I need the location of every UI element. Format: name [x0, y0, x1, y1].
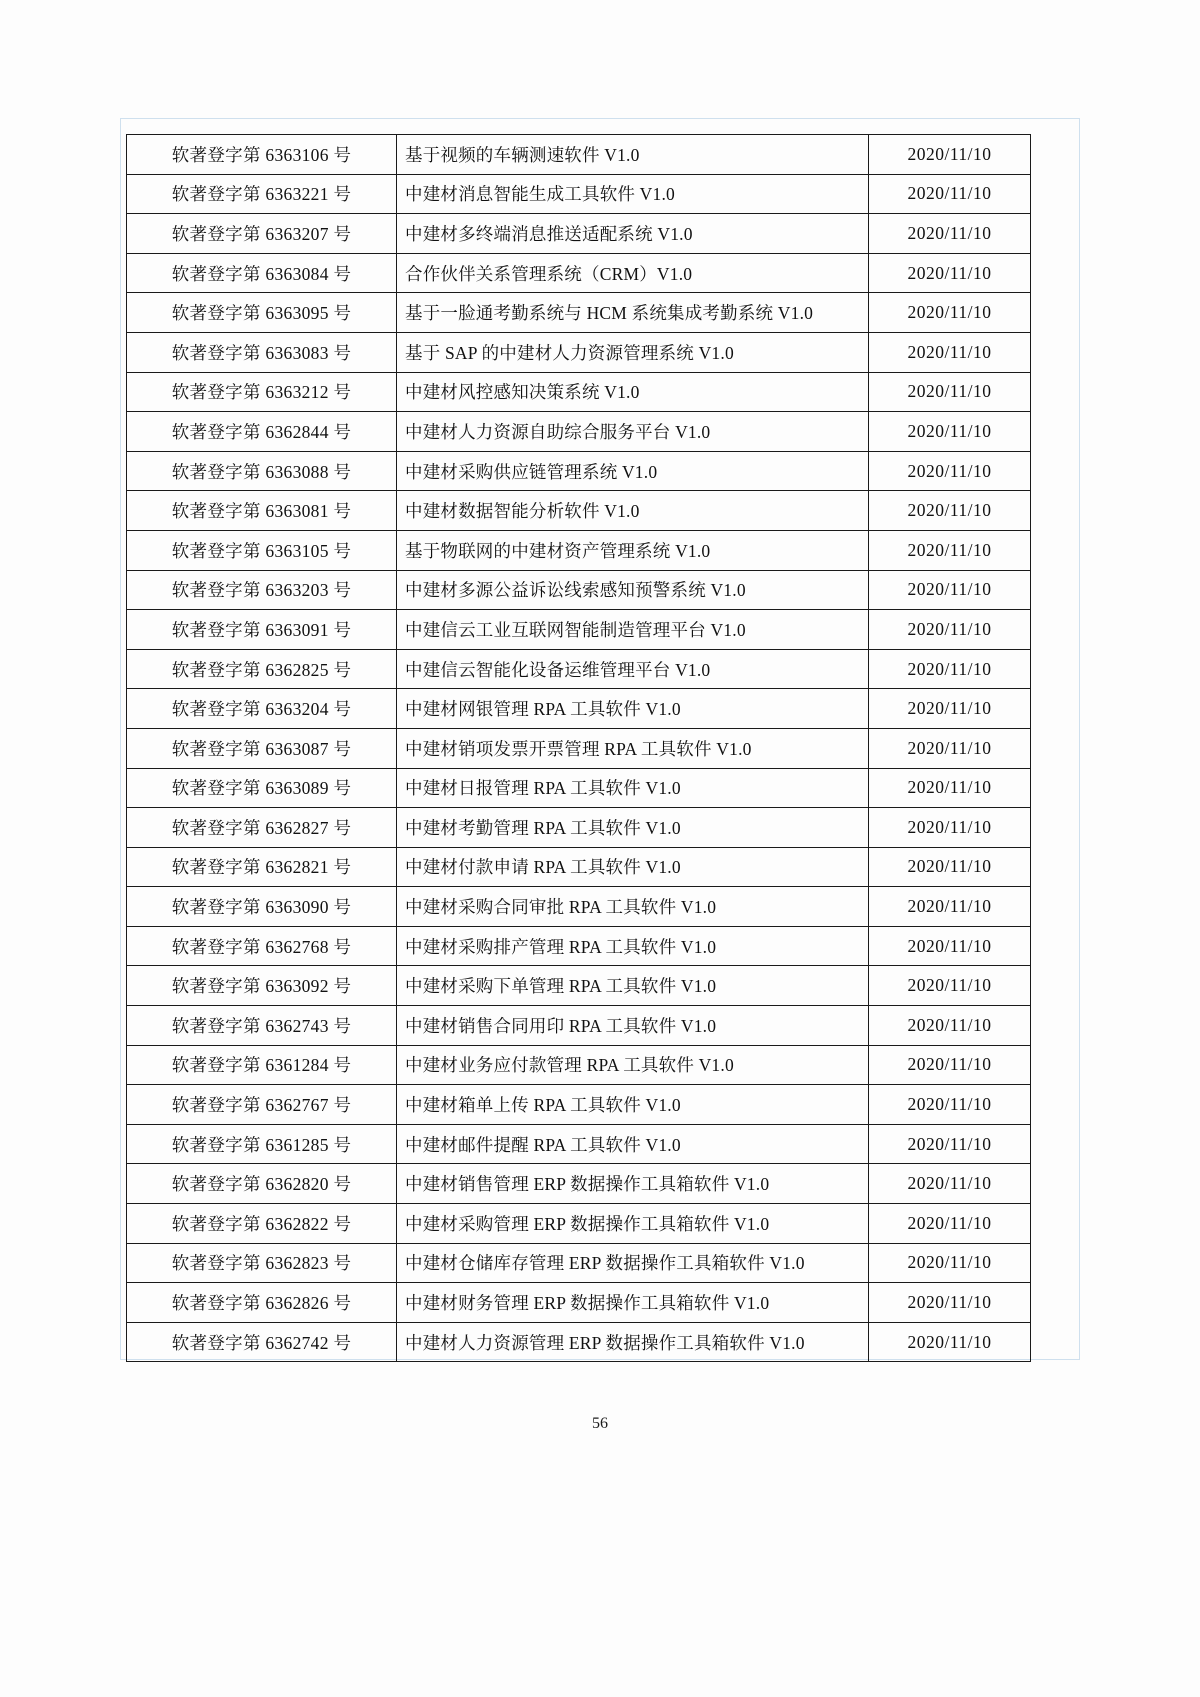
software-name-cell: 基于物联网的中建材资产管理系统 V1.0: [397, 530, 869, 570]
software-name-cell: 中建材消息智能生成工具软件 V1.0: [397, 174, 869, 214]
registration-date-cell: 2020/11/10: [869, 1006, 1031, 1046]
registration-date-cell: 2020/11/10: [869, 412, 1031, 452]
registration-number-cell: 软著登字第 6361285 号: [127, 1124, 397, 1164]
table-row: [127, 372, 1031, 412]
registration-number-cell: 软著登字第 6362826 号: [127, 1283, 397, 1323]
table-row: [127, 135, 1031, 175]
registration-number-cell: 软著登字第 6363089 号: [127, 768, 397, 808]
registration-number-cell: 软著登字第 6363087 号: [127, 728, 397, 768]
registration-date-cell: 2020/11/10: [869, 1164, 1031, 1204]
registration-number-cell: 软著登字第 6362825 号: [127, 649, 397, 689]
registration-number-cell: 软著登字第 6363221 号: [127, 174, 397, 214]
registration-number-cell: 软著登字第 6363091 号: [127, 610, 397, 650]
table-row: [127, 649, 1031, 689]
registration-number-cell: 软著登字第 6363212 号: [127, 372, 397, 412]
software-name-cell: 基于 SAP 的中建材人力资源管理系统 V1.0: [397, 332, 869, 372]
registration-date-cell: 2020/11/10: [869, 491, 1031, 531]
table-row: [127, 1204, 1031, 1244]
table-row: [127, 689, 1031, 729]
registration-date-cell: 2020/11/10: [869, 689, 1031, 729]
registration-date-cell: 2020/11/10: [869, 530, 1031, 570]
registration-date-cell: 2020/11/10: [869, 728, 1031, 768]
registration-number-cell: 软著登字第 6362742 号: [127, 1322, 397, 1362]
registration-number-cell: 软著登字第 6363083 号: [127, 332, 397, 372]
registration-date-cell: 2020/11/10: [869, 253, 1031, 293]
registration-number-cell: 软著登字第 6362821 号: [127, 847, 397, 887]
table-row: [127, 293, 1031, 333]
table-row: [127, 412, 1031, 452]
table-row: [127, 174, 1031, 214]
table-row: [127, 1164, 1031, 1204]
registration-number-cell: 软著登字第 6362844 号: [127, 412, 397, 452]
registration-date-cell: 2020/11/10: [869, 293, 1031, 333]
software-name-cell: 中建材付款申请 RPA 工具软件 V1.0: [397, 847, 869, 887]
table-row: [127, 728, 1031, 768]
registration-number-cell: 软著登字第 6362827 号: [127, 808, 397, 848]
registration-number-cell: 软著登字第 6363090 号: [127, 887, 397, 927]
software-name-cell: 中建材箱单上传 RPA 工具软件 V1.0: [397, 1085, 869, 1125]
registration-number-cell: 软著登字第 6363203 号: [127, 570, 397, 610]
table-row: [127, 1085, 1031, 1125]
table-row: [127, 451, 1031, 491]
registration-date-cell: 2020/11/10: [869, 847, 1031, 887]
table-row: [127, 332, 1031, 372]
table-row: [127, 253, 1031, 293]
software-name-cell: 中建材网银管理 RPA 工具软件 V1.0: [397, 689, 869, 729]
software-name-cell: 中建材风控感知决策系统 V1.0: [397, 372, 869, 412]
registration-number-cell: 软著登字第 6363106 号: [127, 135, 397, 175]
registration-number-cell: 软著登字第 6363207 号: [127, 214, 397, 254]
registration-number-cell: 软著登字第 6362743 号: [127, 1006, 397, 1046]
registration-date-cell: 2020/11/10: [869, 966, 1031, 1006]
table-row: [127, 1045, 1031, 1085]
software-name-cell: 中建信云工业互联网智能制造管理平台 V1.0: [397, 610, 869, 650]
registration-number-cell: 软著登字第 6363204 号: [127, 689, 397, 729]
registration-date-cell: 2020/11/10: [869, 1085, 1031, 1125]
table-row: [127, 1243, 1031, 1283]
software-name-cell: 中建材销项发票开票管理 RPA 工具软件 V1.0: [397, 728, 869, 768]
registration-date-cell: 2020/11/10: [869, 372, 1031, 412]
software-copyright-table: [126, 134, 1031, 1362]
software-name-cell: 中建材考勤管理 RPA 工具软件 V1.0: [397, 808, 869, 848]
software-copyright-table-container: [126, 134, 992, 1362]
registration-date-cell: 2020/11/10: [869, 610, 1031, 650]
registration-date-cell: 2020/11/10: [869, 174, 1031, 214]
registration-number-cell: 软著登字第 6363095 号: [127, 293, 397, 333]
software-name-cell: 中建材仓储库存管理 ERP 数据操作工具箱软件 V1.0: [397, 1243, 869, 1283]
software-name-cell: 中建材日报管理 RPA 工具软件 V1.0: [397, 768, 869, 808]
software-name-cell: 中建材邮件提醒 RPA 工具软件 V1.0: [397, 1124, 869, 1164]
registration-number-cell: 软著登字第 6363105 号: [127, 530, 397, 570]
registration-number-cell: 软著登字第 6363088 号: [127, 451, 397, 491]
table-row: [127, 1283, 1031, 1323]
registration-number-cell: 软著登字第 6362822 号: [127, 1204, 397, 1244]
software-name-cell: 基于一脸通考勤系统与 HCM 系统集成考勤系统 V1.0: [397, 293, 869, 333]
registration-date-cell: 2020/11/10: [869, 451, 1031, 491]
registration-date-cell: 2020/11/10: [869, 768, 1031, 808]
registration-date-cell: 2020/11/10: [869, 1283, 1031, 1323]
table-row: [127, 570, 1031, 610]
software-name-cell: 基于视频的车辆测速软件 V1.0: [397, 135, 869, 175]
software-name-cell: 中建材多源公益诉讼线索感知预警系统 V1.0: [397, 570, 869, 610]
software-name-cell: 中建材采购合同审批 RPA 工具软件 V1.0: [397, 887, 869, 927]
table-row: [127, 214, 1031, 254]
software-name-cell: 中建材采购下单管理 RPA 工具软件 V1.0: [397, 966, 869, 1006]
registration-number-cell: 软著登字第 6361284 号: [127, 1045, 397, 1085]
table-row: [127, 1322, 1031, 1362]
registration-date-cell: 2020/11/10: [869, 214, 1031, 254]
registration-date-cell: 2020/11/10: [869, 1045, 1031, 1085]
registration-number-cell: 软著登字第 6363084 号: [127, 253, 397, 293]
software-name-cell: 合作伙伴关系管理系统（CRM）V1.0: [397, 253, 869, 293]
registration-date-cell: 2020/11/10: [869, 332, 1031, 372]
registration-number-cell: 软著登字第 6363092 号: [127, 966, 397, 1006]
table-row: [127, 530, 1031, 570]
registration-date-cell: 2020/11/10: [869, 1322, 1031, 1362]
registration-number-cell: 软著登字第 6362767 号: [127, 1085, 397, 1125]
table-row: [127, 1006, 1031, 1046]
registration-number-cell: 软著登字第 6362820 号: [127, 1164, 397, 1204]
table-row: [127, 847, 1031, 887]
table-row: [127, 808, 1031, 848]
table-row: [127, 926, 1031, 966]
registration-date-cell: 2020/11/10: [869, 570, 1031, 610]
registration-date-cell: 2020/11/10: [869, 926, 1031, 966]
registration-number-cell: 软著登字第 6362768 号: [127, 926, 397, 966]
registration-date-cell: 2020/11/10: [869, 808, 1031, 848]
software-name-cell: 中建材业务应付款管理 RPA 工具软件 V1.0: [397, 1045, 869, 1085]
table-row: [127, 966, 1031, 1006]
software-name-cell: 中建材销售管理 ERP 数据操作工具箱软件 V1.0: [397, 1164, 869, 1204]
software-name-cell: 中建材销售合同用印 RPA 工具软件 V1.0: [397, 1006, 869, 1046]
table-row: [127, 1124, 1031, 1164]
software-name-cell: 中建材采购管理 ERP 数据操作工具箱软件 V1.0: [397, 1204, 869, 1244]
registration-date-cell: 2020/11/10: [869, 887, 1031, 927]
software-name-cell: 中建材采购供应链管理系统 V1.0: [397, 451, 869, 491]
registration-number-cell: 软著登字第 6363081 号: [127, 491, 397, 531]
software-name-cell: 中建材采购排产管理 RPA 工具软件 V1.0: [397, 926, 869, 966]
table-row: [127, 610, 1031, 650]
registration-date-cell: 2020/11/10: [869, 649, 1031, 689]
software-name-cell: 中建材人力资源管理 ERP 数据操作工具箱软件 V1.0: [397, 1322, 869, 1362]
table-row: [127, 491, 1031, 531]
registration-date-cell: 2020/11/10: [869, 1243, 1031, 1283]
software-name-cell: 中建材财务管理 ERP 数据操作工具箱软件 V1.0: [397, 1283, 869, 1323]
software-name-cell: 中建材人力资源自助综合服务平台 V1.0: [397, 412, 869, 452]
registration-number-cell: 软著登字第 6362823 号: [127, 1243, 397, 1283]
page-number: 56: [592, 1415, 608, 1432]
software-name-cell: 中建材数据智能分析软件 V1.0: [397, 491, 869, 531]
table-row: [127, 768, 1031, 808]
registration-date-cell: 2020/11/10: [869, 135, 1031, 175]
software-name-cell: 中建材多终端消息推送适配系统 V1.0: [397, 214, 869, 254]
table-row: [127, 887, 1031, 927]
registration-date-cell: 2020/11/10: [869, 1124, 1031, 1164]
software-name-cell: 中建信云智能化设备运维管理平台 V1.0: [397, 649, 869, 689]
registration-date-cell: 2020/11/10: [869, 1204, 1031, 1244]
